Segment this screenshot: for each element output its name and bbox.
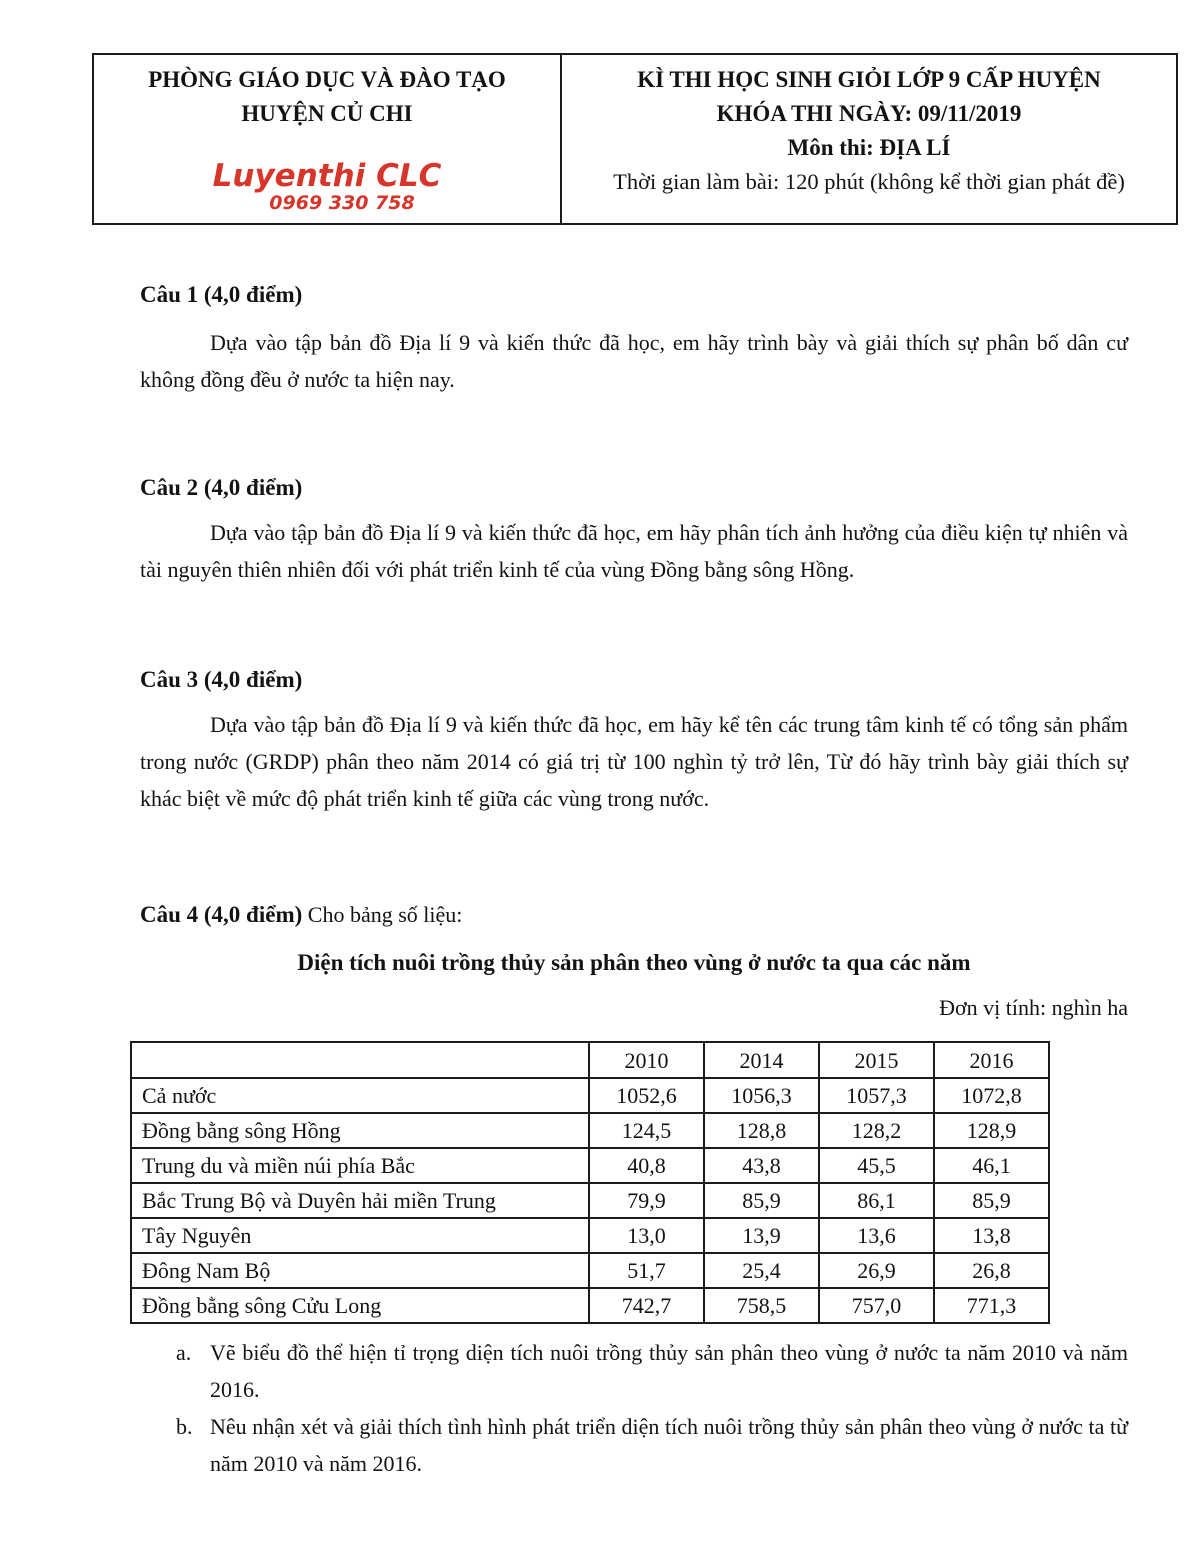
value-cell: 79,9 <box>589 1183 704 1218</box>
value-cell: 771,3 <box>934 1288 1049 1323</box>
value-cell: 128,8 <box>704 1113 819 1148</box>
year-column-header: 2010 <box>589 1042 704 1078</box>
region-cell: Đồng bằng sông Cửu Long <box>131 1288 589 1323</box>
value-cell: 1056,3 <box>704 1078 819 1113</box>
value-cell: 13,9 <box>704 1218 819 1253</box>
question-1-section <box>140 277 1128 398</box>
year-column-header: 2014 <box>704 1042 819 1078</box>
value-cell: 26,8 <box>934 1253 1049 1288</box>
header-table <box>92 53 1178 225</box>
region-column-header <box>131 1042 589 1078</box>
region-cell: Tây Nguyên <box>131 1218 589 1253</box>
value-cell: 51,7 <box>589 1253 704 1288</box>
table-row <box>131 1288 1049 1323</box>
value-cell: 1057,3 <box>819 1078 934 1113</box>
year-column-header: 2015 <box>819 1042 934 1078</box>
value-cell: 1052,6 <box>589 1078 704 1113</box>
header-right-cell <box>561 54 1177 224</box>
logo-text: Luyenthi CLC <box>212 158 442 194</box>
task-list <box>140 1334 1128 1482</box>
value-cell: 1072,8 <box>934 1078 1049 1113</box>
district-line: HUYỆN CỦ CHI <box>241 101 413 126</box>
question-2-heading: Câu 2 (4,0 điểm) <box>140 475 303 500</box>
task-text-b: Nêu nhận xét và giải thích tình hình phát triển diện tích nuôi trồng thủy sản phân theo vùng ở nước ta từ năm 2010 và năm 2016. <box>210 1414 1128 1476</box>
region-cell: Đồng bằng sông Hồng <box>131 1113 589 1148</box>
task-item-a <box>140 1334 1128 1408</box>
value-cell: 758,5 <box>704 1288 819 1323</box>
aquaculture-data-table <box>130 1041 1050 1324</box>
value-cell: 43,8 <box>704 1148 819 1183</box>
table-title: Diện tích nuôi trồng thủy sản phân theo vùng ở nước ta qua các năm <box>297 950 971 975</box>
value-cell: 124,5 <box>589 1113 704 1148</box>
value-cell: 128,9 <box>934 1113 1049 1148</box>
value-cell: 85,9 <box>934 1183 1049 1218</box>
logo <box>100 158 554 214</box>
question-2-section <box>140 470 1128 588</box>
year-column-header: 2016 <box>934 1042 1049 1078</box>
question-4-section <box>140 897 1128 1482</box>
task-marker-a: a. <box>176 1340 192 1365</box>
value-cell: 86,1 <box>819 1183 934 1218</box>
value-cell: 46,1 <box>934 1148 1049 1183</box>
task-item-b <box>140 1408 1128 1482</box>
value-cell: 757,0 <box>819 1288 934 1323</box>
table-row <box>131 1183 1049 1218</box>
question-4-intro: Cho bảng số liệu: <box>302 902 463 927</box>
value-cell: 45,5 <box>819 1148 934 1183</box>
question-3-text: Dựa vào tập bản đồ Địa lí 9 và kiến thức đã học, em hãy kể tên các trung tâm kinh tế có tổng sản phẩm trong nước (GRDP) phân theo năm 2014 có giá trị từ 100 nghìn tỷ trở lên, Từ đó hãy trình bày giải thích sự khác biệt về mức độ phát triển kinh tế giữa các vùng trong nước. <box>140 712 1128 811</box>
question-1-heading: Câu 1 (4,0 điểm) <box>140 282 303 307</box>
header-left-cell <box>93 54 561 224</box>
table-header-row <box>131 1042 1049 1078</box>
department-line: PHÒNG GIÁO DỤC VÀ ĐÀO TẠO <box>148 67 506 92</box>
table-row <box>131 1078 1049 1113</box>
exam-title-line: KÌ THI HỌC SINH GIỎI LỚP 9 CẤP HUYỆN <box>637 67 1101 92</box>
task-text-a: Vẽ biểu đồ thể hiện tỉ trọng diện tích nuôi trồng thủy sản phân theo vùng ở nước ta năm 2010 và năm 2016. <box>210 1340 1128 1402</box>
question-3-section <box>140 662 1128 817</box>
question-2-text: Dựa vào tập bản đồ Địa lí 9 và kiến thức đã học, em hãy phân tích ảnh hưởng của điều kiện tự nhiên và tài nguyên thiên nhiên đối với phát triển kinh tế của vùng Đồng bằng sông Hồng. <box>140 520 1128 582</box>
value-cell: 128,2 <box>819 1113 934 1148</box>
table-row <box>131 1148 1049 1183</box>
question-1-text: Dựa vào tập bản đồ Địa lí 9 và kiến thức đã học, em hãy trình bày và giải thích sự phân bố dân cư không đồng đều ở nước ta hiện nay. <box>140 330 1128 392</box>
table-row <box>131 1218 1049 1253</box>
table-row <box>131 1253 1049 1288</box>
value-cell: 13,8 <box>934 1218 1049 1253</box>
value-cell: 742,7 <box>589 1288 704 1323</box>
question-3-heading: Câu 3 (4,0 điểm) <box>140 667 303 692</box>
region-cell: Đông Nam Bộ <box>131 1253 589 1288</box>
value-cell: 13,0 <box>589 1218 704 1253</box>
table-row <box>131 1113 1049 1148</box>
value-cell: 25,4 <box>704 1253 819 1288</box>
exam-body <box>140 277 1128 1482</box>
question-4-heading: Câu 4 (4,0 điểm) <box>140 902 303 927</box>
value-cell: 26,9 <box>819 1253 934 1288</box>
region-cell: Cả nước <box>131 1078 589 1113</box>
region-cell: Trung du và miền núi phía Bắc <box>131 1148 589 1183</box>
task-marker-b: b. <box>176 1414 193 1439</box>
value-cell: 13,6 <box>819 1218 934 1253</box>
question-4-intro-line <box>140 897 1128 933</box>
unit-note: Đơn vị tính: nghìn ha <box>939 995 1128 1020</box>
duration-line: Thời gian làm bài: 120 phút (không kể thời gian phát đề) <box>613 169 1125 194</box>
logo-phone: 0969 330 758 <box>269 192 415 214</box>
subject-line: Môn thi: ĐỊA LÍ <box>787 135 951 160</box>
region-cell: Bắc Trung Bộ và Duyên hải miền Trung <box>131 1183 589 1218</box>
value-cell: 40,8 <box>589 1148 704 1183</box>
exam-date-line: KHÓA THI NGÀY: 09/11/2019 <box>716 101 1022 126</box>
value-cell: 85,9 <box>704 1183 819 1218</box>
